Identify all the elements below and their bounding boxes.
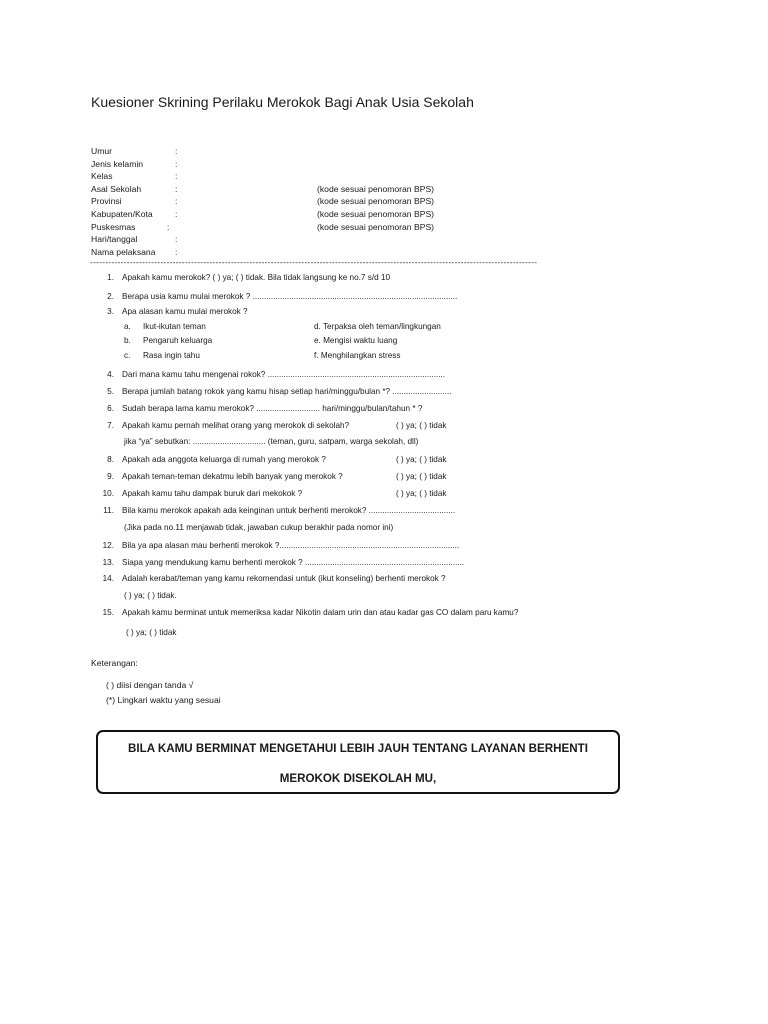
reason-letter: a. [124, 322, 131, 331]
field-colon: : [175, 158, 178, 169]
reason-right: d. Terpaksa oleh teman/lingkungan [314, 322, 441, 331]
question-text: Bila ya apa alasan mau berhenti merokok ?............................................................................... [122, 541, 460, 550]
question-number: 11. [103, 506, 114, 515]
field-label: Umur [91, 146, 113, 156]
reason-b [124, 336, 398, 345]
field-label: Hari/tanggal [91, 234, 138, 245]
field-label: Jenis kelamin [91, 158, 144, 169]
field-colon: : [175, 146, 178, 156]
field-label: Provinsi [91, 196, 122, 207]
yes-no-option[interactable]: ( ) ya; ( ) tidak [396, 455, 447, 464]
reason-text: Pengaruh keluarga [143, 336, 213, 345]
question-number: 4. [107, 370, 114, 379]
question-number: 2. [107, 292, 114, 301]
question-number: 3. [107, 307, 114, 316]
keterangan-line-2: (*) Lingkari waktu yang sesuai [106, 695, 221, 705]
question-15-options[interactable]: ( ) ya; ( ) tidak [126, 628, 177, 637]
question-text: Berapa jumlah batang rokok yang kamu hisap setiap hari/minggu/bulan *? .......................... [122, 387, 452, 396]
question-7-followup: jika “ya” sebutkan: ................................ (teman, guru, satpam, warga sekolah, dll) [124, 437, 419, 446]
field-label: Kabupaten/Kota [91, 208, 153, 219]
field-note: (kode sesuai penomoran BPS) [317, 221, 435, 232]
field-colon: : [175, 183, 178, 194]
yes-no-option[interactable]: ( ) ya; ( ) tidak [396, 472, 447, 481]
reason-c [124, 351, 401, 360]
reason-letter: b. [124, 336, 131, 345]
field-colon: : [175, 171, 178, 182]
question-text: Apakah teman-teman dekatmu lebih banyak yang merokok ? [122, 472, 343, 481]
question-text: Apakah kamu berminat untuk memeriksa kadar Nikotin dalam urin dan atau kadar gas CO dalam paru kamu? [122, 608, 519, 617]
yes-no-option[interactable]: ( ) ya; ( ) tidak [396, 421, 447, 430]
keterangan-line-1: ( ) diisi dengan tanda √ [106, 680, 194, 690]
keterangan-label: Keterangan: [91, 658, 138, 668]
question-number: 1. [107, 273, 114, 282]
question-number: 9. [107, 472, 114, 481]
question-text: Apa alasan kamu mulai merokok ? [122, 307, 248, 316]
question-text: Sudah berapa lama kamu merokok? ............................ hari/minggu/bulan/tahun * ? [122, 404, 423, 413]
question-number: 12. [102, 541, 114, 550]
reason-right: e. Mengisi waktu luang [314, 336, 398, 345]
field-label: Kelas [91, 171, 113, 182]
question-text: Apakah ada anggota keluarga di rumah yang merokok ? [122, 455, 326, 464]
field-colon: : [175, 246, 178, 257]
field-note: (kode sesuai penomoran BPS) [317, 208, 435, 219]
question-text: Berapa usia kamu mulai merokok ? .......................................................................................... [122, 292, 458, 301]
question-number: 5. [107, 387, 114, 396]
yes-no-option[interactable]: ( ) ya; ( ) tidak [396, 489, 447, 498]
field-note: (kode sesuai penomoran BPS) [317, 183, 435, 194]
question-number: 14. [102, 574, 114, 583]
callout-line-1: BILA KAMU BERMINAT MENGETAHUI LEBIH JAUH TENTANG LAYANAN BERHENTI [128, 742, 588, 755]
dashed-divider: -------------------------------------------------------------------------------------------------------------------------------------------------- [90, 258, 538, 267]
question-number: 7. [107, 421, 114, 430]
field-colon: : [175, 234, 178, 245]
question-number: 15. [102, 608, 114, 617]
question-number: 6. [107, 404, 114, 413]
field-label: Nama pelaksana [91, 246, 156, 257]
reason-letter: c. [124, 351, 131, 360]
question-text: Siapa yang mendukung kamu berhenti merokok ? ...................................................................... [122, 558, 465, 567]
question-text: Adalah kerabat/teman yang kamu rekomendasi untuk (ikut konseling) berhenti merokok ? [122, 574, 446, 583]
callout-line-2: MEROKOK DISEKOLAH MU, [279, 772, 437, 785]
field-colon: : [175, 208, 178, 219]
field-colon: : [175, 196, 178, 207]
question-14-options[interactable]: ( ) ya; ( ) tidak. [124, 591, 177, 600]
question-11-note: (Jika pada no.11 menjawab tidak, jawaban cukup berakhir pada nomor ini) [124, 523, 394, 532]
field-note: (kode sesuai penomoran BPS) [317, 196, 435, 207]
question-text: Dari mana kamu tahu mengenai rokok? .............................................................................. [122, 370, 446, 379]
question-text: Apakah kamu tahu dampak buruk dari mekokok ? [122, 489, 303, 498]
reason-text: Ikut-ikutan teman [143, 322, 206, 331]
field-colon: : [167, 221, 170, 232]
page-title: Kuesioner Skrining Perilaku Merokok Bagi Anak Usia Sekolah [91, 94, 474, 110]
question-number: 8. [107, 455, 114, 464]
reason-a [124, 322, 441, 331]
callout-box [96, 730, 620, 794]
field-label: Asal Sekolah [91, 183, 142, 194]
field-label: Puskesmas [91, 221, 136, 232]
reason-right: f. Menghilangkan stress [314, 351, 401, 360]
question-number: 10. [102, 489, 114, 498]
reason-text: Rasa ingin tahu [143, 351, 200, 360]
question-number: 13. [102, 558, 114, 567]
question-text: Bila kamu merokok apakah ada keinginan untuk berhenti merokok? ...................................... [122, 506, 456, 515]
question-text: Apakah kamu pernah melihat orang yang merokok di sekolah? [122, 421, 350, 430]
question-text: Apakah kamu merokok? ( ) ya; ( ) tidak. Bila tidak langsung ke no.7 s/d 10 [122, 273, 391, 282]
